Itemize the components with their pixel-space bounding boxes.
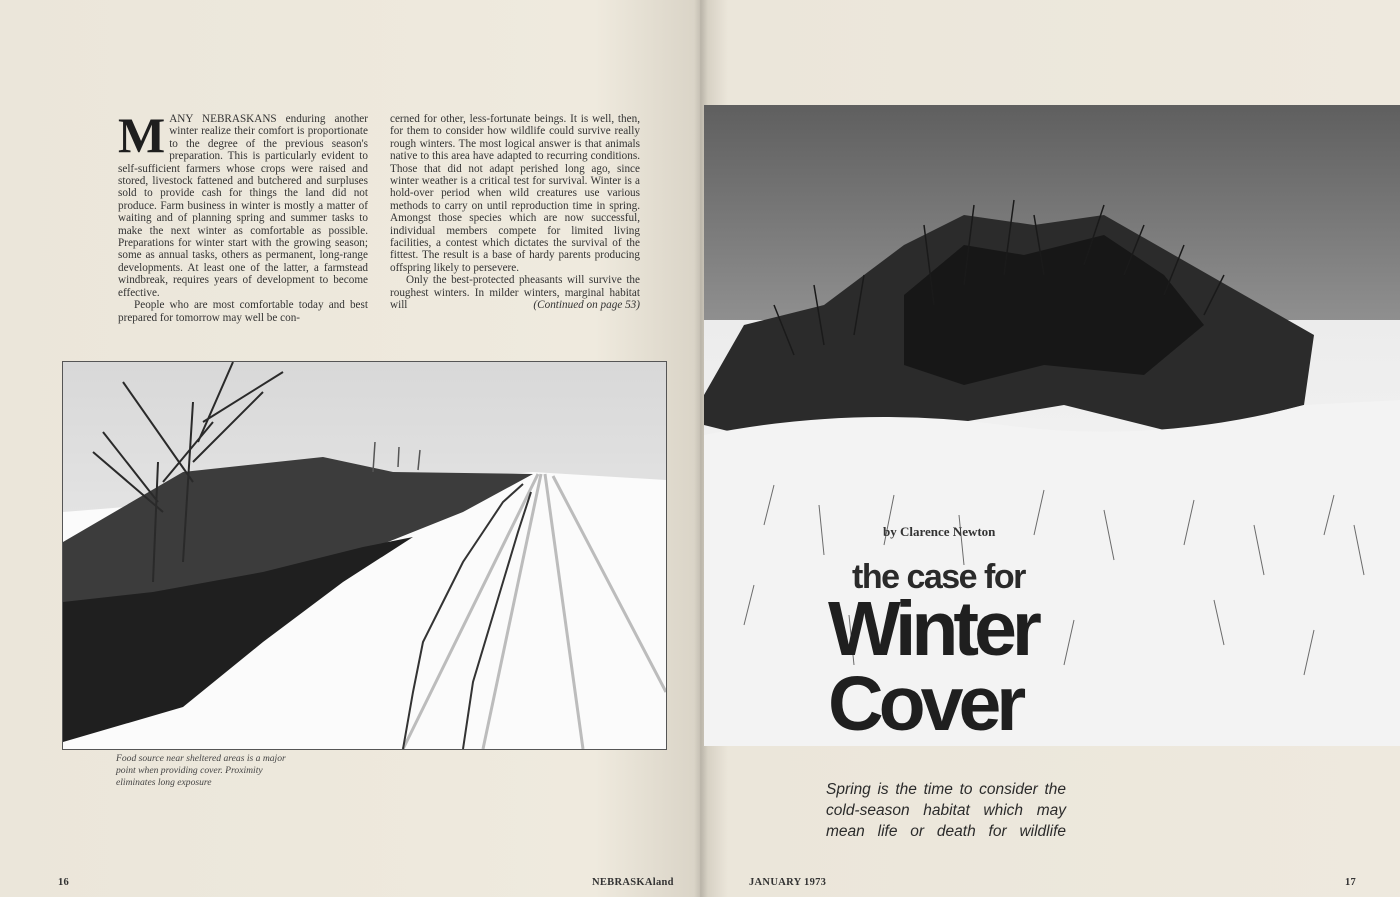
deck-text: Spring is the time to consider the cold-season habitat which may mean life or death for wildlife — [826, 781, 1066, 840]
photo-caption: Food source near sheltered areas is a major point when providing cover. Proximity eliminates long exposure — [116, 753, 286, 788]
headline-line-2: Cover — [828, 661, 1022, 747]
snow-field-photo-image — [704, 105, 1400, 746]
windbreak-photo-image — [63, 362, 666, 749]
article-paragraph — [390, 274, 640, 311]
windbreak-photo — [62, 361, 667, 750]
article-column-1 — [118, 107, 368, 324]
article-column-2 — [390, 113, 640, 312]
article-paragraph: People who are most comfortable today and best prepared for tomorrow may well be con- — [118, 299, 368, 324]
continued-note: (Continued on page 53) — [533, 299, 640, 312]
article-paragraph: cerned for other, less-fortunate beings. It is well, then, for them to consider how wildlife could survive really rough winters. The most logical answer is that animals native to this area have adapted to recurring conditions. Those that did not adapt perished long ago, since winter weather is a critical test for survival. Winter is a hold-over period when wild creatures use various methods to carry on until reproduction time in spring. Amongst those species which are now successful, individual members compete for limited living facilities, a contest which dictates the survival of the fittest. The result is a base of hardy parents producing offspring likely to persevere. — [390, 113, 640, 274]
drop-cap: M — [118, 107, 166, 163]
snow-field-photo — [704, 105, 1400, 746]
magazine-name: NEBRASKAland — [592, 877, 674, 888]
headline-line-1: Winter — [828, 586, 1037, 672]
page-number-left: 16 — [58, 877, 70, 888]
article-paragraph — [118, 107, 368, 299]
paragraph-text: ANY NEBRASKANS enduring another winter realize their comfort is proportionate to the degree of the previous season's preparation. This is particularly evident to self-sufficient farmers whose crops were raised and stored, livestock fattened and butchered and surpluses sold to provide cash for things the land did not produce. Farm business in winter is mostly a matter of waiting and of planning spring and summer tasks to make the next winter as comfortable as possible. Preparations for winter start with the growing season; some as annual tasks, others as permanent, long-range developments. At least one of the latter, a farmstead windbreak, requires years of development to become effective. — [118, 113, 368, 299]
headline-kicker: the case for — [852, 558, 1025, 596]
page-number-right: 17 — [1345, 877, 1357, 888]
byline: by Clarence Newton — [883, 524, 996, 539]
paragraph-text: Only the best-protected pheasants will survive the roughest winters. In milder winters, marginal habitat will — [390, 274, 640, 312]
issue-date: JANUARY 1973 — [749, 877, 827, 888]
